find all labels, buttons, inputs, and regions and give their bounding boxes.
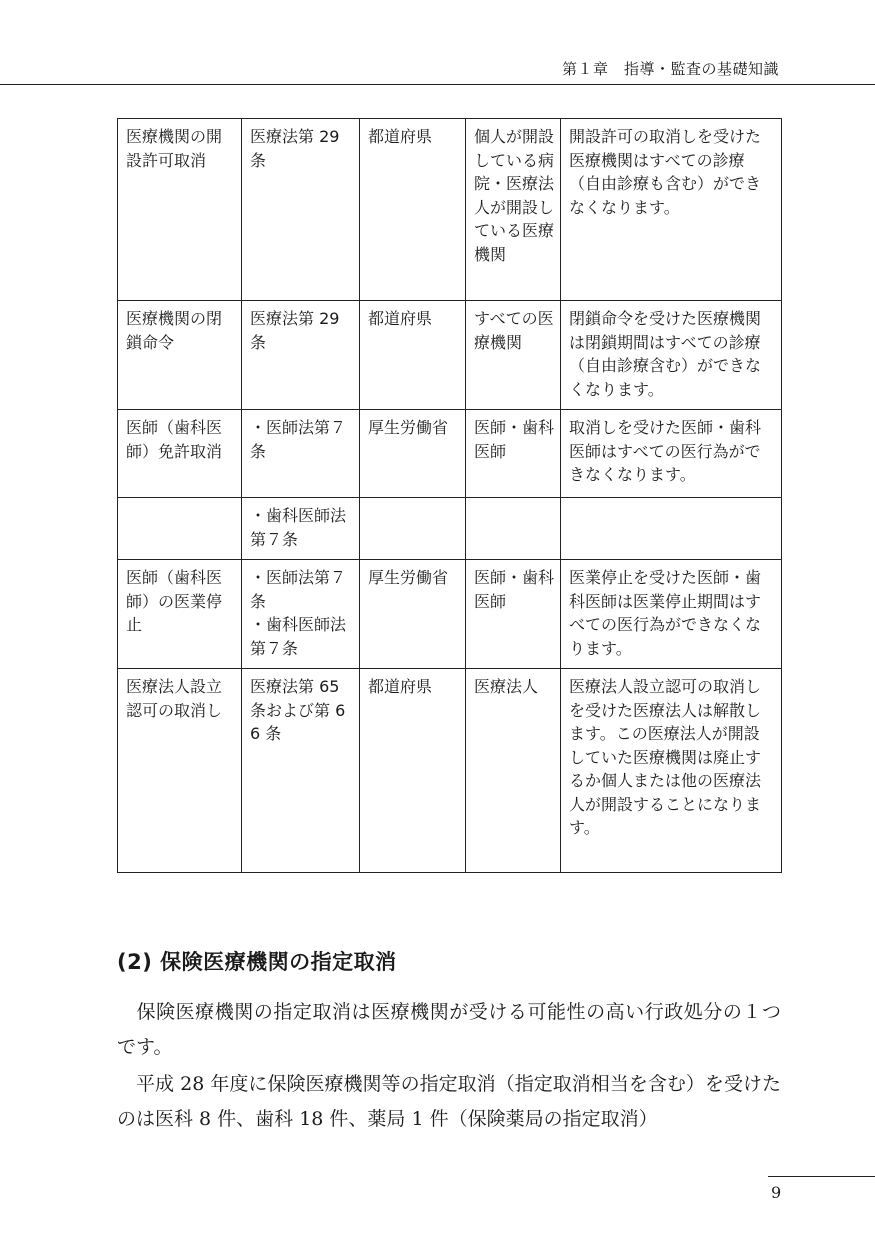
law-cell — [242, 119, 360, 301]
law-cell — [242, 560, 360, 669]
authority-cell: 都道府県 — [360, 669, 466, 873]
law-cell — [242, 410, 360, 498]
target-cell: すべての医療機関 — [466, 301, 561, 410]
body-paragraph: 平成 28 年度に保険医療機関等の指定取消（指定取消相当を含む）を受けたのは医科 8 件、歯科 18 件、薬局 1 件（保険薬局の指定取消） — [117, 1073, 781, 1130]
law-item: ・歯科医師法第７条 — [250, 506, 347, 549]
disposition-cell: 医療機関の閉鎖命令 — [118, 301, 242, 410]
law-cell — [242, 301, 360, 410]
authority-cell: 厚生労働省 — [360, 560, 466, 669]
disposition-cell: 医師（歯科医師）の医業停止 — [118, 560, 242, 669]
disposition-cell: 医療法人設立認可の取消し — [118, 669, 242, 873]
header-divider — [0, 84, 875, 85]
table-row — [118, 301, 782, 410]
page-number: 9 — [771, 1183, 782, 1202]
table-body — [118, 119, 782, 873]
law-item: 医療法第 29 条 — [250, 309, 340, 352]
law-item: 医療法第 29 条 — [250, 127, 340, 170]
effect-cell — [561, 498, 782, 560]
effect-cell: 医業停止を受けた医師・歯科医師は医業停止期間はすべての医行為ができなくなります。 — [561, 560, 782, 669]
effect-cell: 閉鎖命令を受けた医療機関は閉鎖期間はすべての診療（自由診療含む）ができなくなります。 — [561, 301, 782, 410]
table-row — [118, 410, 782, 498]
disposition-cell: 医師（歯科医師）免許取消 — [118, 410, 242, 498]
law-item: 医療法第 65 条および第 66 条 — [250, 677, 346, 743]
authority-cell: 厚生労働省 — [360, 410, 466, 498]
target-cell: 個人が開設している病院・医療法人が開設している医療機関 — [466, 119, 561, 301]
law-item: ・医師法第７条 — [250, 568, 347, 611]
table-row — [118, 560, 782, 669]
effect-cell: 開設許可の取消しを受けた医療機関はすべての診療（自由診療も含む）ができなくなります。 — [561, 119, 782, 301]
section-heading: (2) 保険医療機関の指定取消 — [117, 950, 397, 974]
disposition-cell — [118, 498, 242, 560]
chapter-header: 第１章 指導・監査の基礎知識 — [561, 60, 779, 78]
target-cell — [466, 498, 561, 560]
disposition-cell: 医療機関の開設許可取消 — [118, 119, 242, 301]
law-cell — [242, 669, 360, 873]
authority-cell — [360, 498, 466, 560]
law-item: ・医師法第７条 — [250, 418, 347, 461]
authority-cell: 都道府県 — [360, 301, 466, 410]
table-row — [118, 498, 782, 560]
effect-cell: 医療法人設立認可の取消しを受けた医療法人は解散します。この医療法人が開設していた医療機関は廃止するか個人または他の医療法人が開設することになります。 — [561, 669, 782, 873]
target-cell: 医師・歯科医師 — [466, 560, 561, 669]
table-row — [118, 669, 782, 873]
table-row — [118, 119, 782, 301]
law-cell — [242, 498, 360, 560]
effect-cell: 取消しを受けた医師・歯科医師はすべての医行為ができなくなります。 — [561, 410, 782, 498]
law-item: ・歯科医師法第７条 — [250, 615, 347, 658]
footer-divider — [768, 1176, 875, 1177]
disposition-table — [117, 118, 782, 873]
body-paragraph: 保険医療機関の指定取消は医療機関が受ける可能性の高い行政処分の１つです。 — [117, 1001, 781, 1058]
authority-cell: 都道府県 — [360, 119, 466, 301]
target-cell: 医師・歯科医師 — [466, 410, 561, 498]
target-cell: 医療法人 — [466, 669, 561, 873]
